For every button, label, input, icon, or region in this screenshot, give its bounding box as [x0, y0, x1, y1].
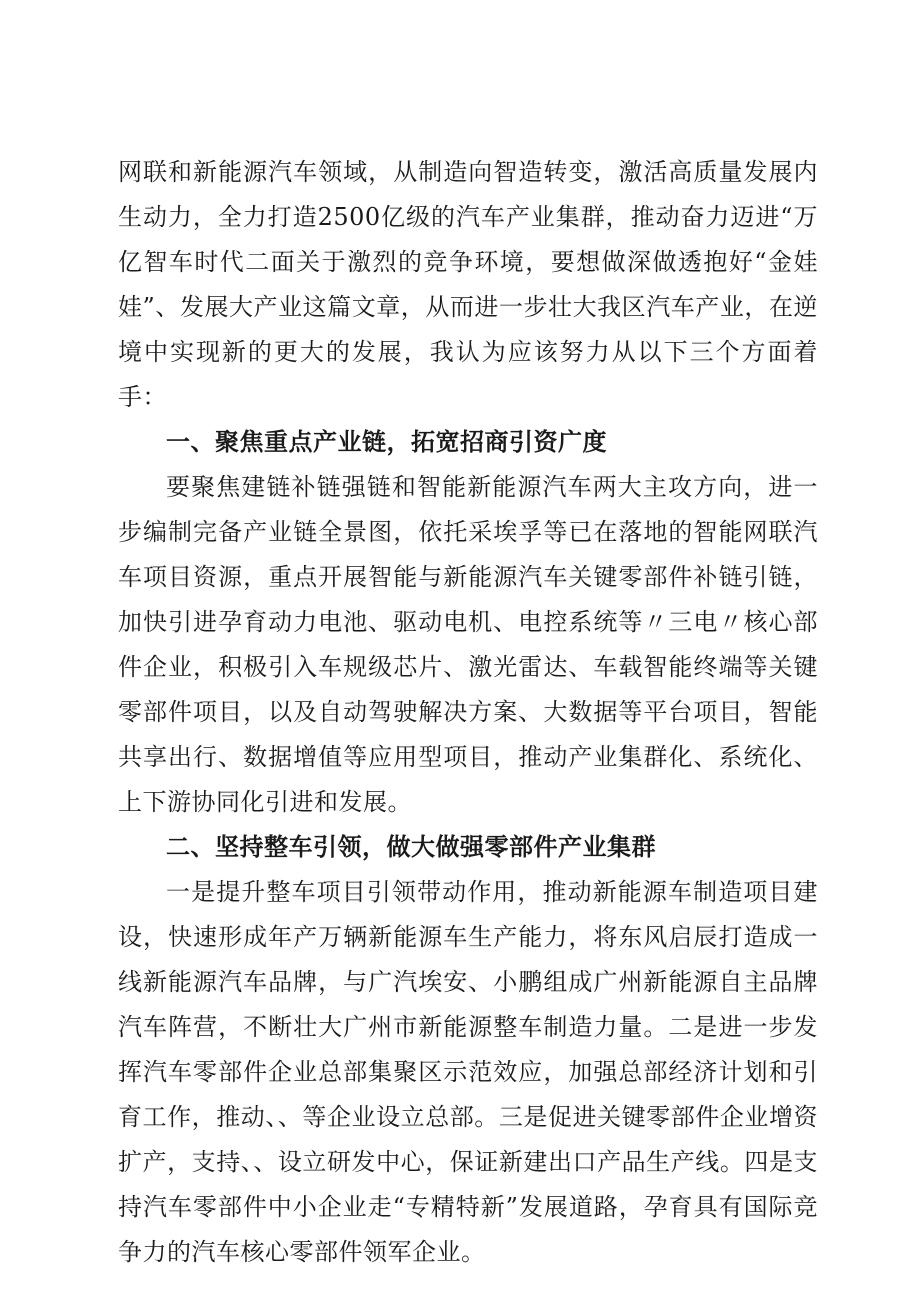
document-body	[118, 150, 818, 1275]
section-body-1: 要聚焦建链补链强链和智能新能源汽车两大主攻方向，进一步编制完备产业链全景图，依托采埃孚等已在落地的智能网联汽车项目资源，重点开展智能与新能源汽车关键零部件补链引链，加快引进孕育动力电池、驱动电机、电控系统等〃三电〃核心部件企业，积极引入车规级芯片、激光雷达、车载智能终端等关键零部件项目，以及自动驾驶解决方案、大数据等平台项目，智能共享出行、数据增值等应用型项目，推动产业集群化、系统化、上下游协同化引进和发展。	[118, 473, 818, 816]
section-heading-1: 一、聚焦重点产业链，拓宽招商引资广度	[166, 428, 607, 456]
section-body-2: 一是提升整车项目引领带动作用，推动新能源车制造项目建设，快速形成年产万辆新能源车生产能力，将东风启辰打造成一线新能源汽车品牌，与广汽埃安、小鹏组成广州新能源自主品牌汽车阵营，不断壮大广州市新能源整车制造力量。二是进一步发挥汽车零部件企业总部集聚区示范效应，加强总部经济计划和引育工作，推动、、等企业设立总部。三是促进关键零部件企业增资扩产，支持、、设立研发中心，保证新建出口产品生产线。四是支持汽车零部件中小企业走“专精特新”发展道路，孕育具有国际竞争力的汽车核心零部件领军企业。	[118, 878, 818, 1266]
section-heading-2: 二、坚持整车引领，做大做强零部件产业集群	[166, 833, 656, 861]
intro-paragraph: 网联和新能源汽车领域，从制造向智造转变，激活高质量发展内生动力，全力打造2500亿级的汽车产业集群，推动奋力迈进“万亿智车时代二面关于激烈的竞争环境，要想做深做透抱好“金娃娃”、发展大产业这篇文章，从而进一步壮大我区汽车产业，在逆境中实现新的更大的发展，我认为应该努力从以下三个方面着手：	[118, 158, 818, 411]
